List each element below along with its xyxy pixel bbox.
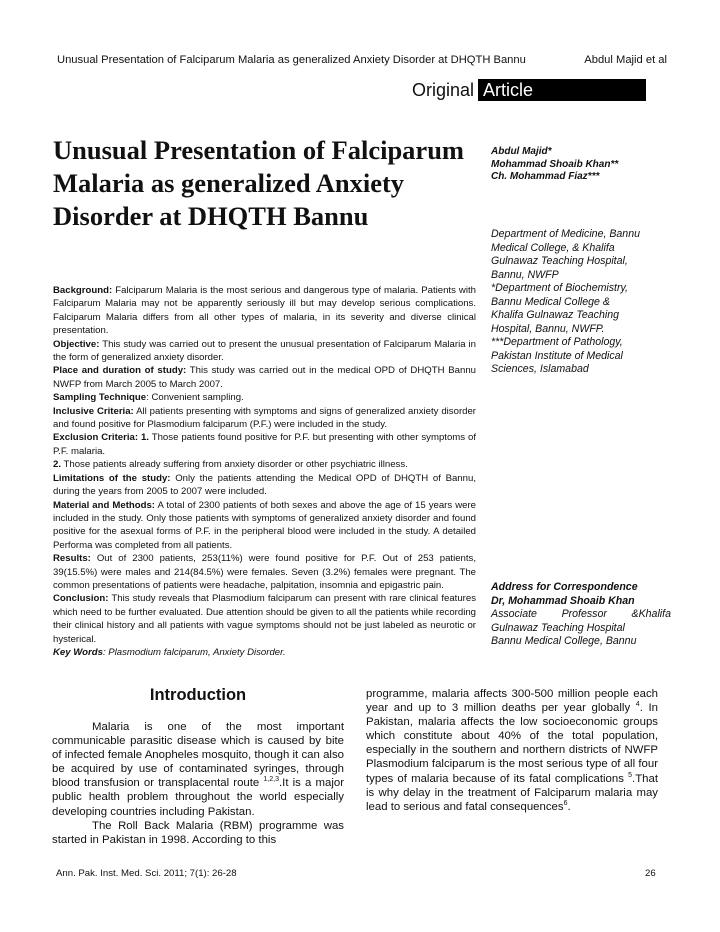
abstract-conclusion [53, 592, 476, 646]
article-title: Unusual Presentation of Falciparum Malaria as generalized Anxiety Disorder at DHQTH Bannu [53, 135, 465, 231]
conclusion-text: This study reveals that Plasmodium falciparum can present with rare clinical features which need to be further evaluated. Due attention should be given to all the patients while recording their clinical history and all patients with vague symptoms should not be just labeled as neurotic or hysterical. [53, 593, 476, 645]
correspondence-heading: Address for Correspondence [491, 581, 638, 593]
affiliation-line: Bannu Medical College & [491, 295, 610, 308]
abstract-exclusion [53, 431, 476, 458]
correspondence-address-first-line [491, 608, 671, 622]
methods-text: A total of 2300 patients of both sexes and above the age of 15 years were included in the study. Only those patients with symptoms of generalized anxiety disorder and found positive for the asexual forms of P.F. in the peripheral blood were included in the study. A detailed Performa was completed from all patients. [53, 499, 476, 551]
place-label: Place and duration of study: [53, 365, 187, 377]
address-word: Associate [491, 608, 537, 620]
affiliation-line: ***Department of Pathology, [491, 336, 623, 348]
limitations-text: Only the patients attending the Medical OPD of DHQTH of Bannu, during the years from 2005 to 2007 were included. [53, 472, 476, 498]
abstract-objective [53, 338, 476, 365]
exclusion2-label: 2. [53, 459, 62, 471]
citation-superscript: 5 [628, 771, 633, 779]
citation-superscript: 6 [563, 799, 568, 807]
conclusion-label: Conclusion: [53, 593, 109, 605]
intro-p3-text-mid: . In Pakistan, malaria affects the low socioeconomic groups which constitute about 40% of the total population, especially in the southern and northern districts of NWFP Plasmodium falciparum is the most serious type of all four types of malaria because of its fatal complications [366, 702, 658, 785]
exclusion-text: Those patients found positive for P.F. but presenting with other symptoms of P.F. malaria. [53, 432, 477, 457]
affiliation-line: Gulnawaz Teaching Hospital, [491, 255, 628, 267]
abstract-sampling [53, 391, 476, 404]
author-list [491, 146, 671, 184]
affiliation-line: Khalifa Gulnawaz Teaching [491, 309, 619, 321]
correspondence [491, 581, 671, 649]
affiliation-line: Department of Medicine, Bannu [491, 228, 640, 240]
methods-label: Material and Methods: [53, 499, 155, 511]
abstract-results [53, 552, 476, 592]
intro-p3-text-end: . [567, 800, 571, 813]
affiliation-line: Medical College, & Khalifa [491, 241, 615, 254]
running-head-title: Unusual Presentation of Falciparum Malaria as generalized Anxiety Disorder at DHQTH Bannu [57, 54, 526, 66]
author-name: Ch. Mohammad Fiaz*** [491, 171, 600, 182]
abstract [53, 284, 476, 659]
intro-paragraph-1 [52, 720, 344, 819]
place-text: This study was carried out in the medical OPD of DHQTH Bannu NWFP from March 2005 to March 2007. [53, 365, 476, 390]
page-number: 26 [645, 868, 656, 879]
inclusion-text: All patients presenting with symptoms and signs of generalized anxiety disorder and found positive for Plasmodium falciparum (P.F.) were included in the study. [53, 405, 476, 431]
intro-p3-text: programme, malaria affects 300-500 million people each year and up to 3 million deaths per year globally [366, 688, 658, 715]
affiliation-line: Sciences, Islamabad [491, 363, 589, 375]
article-type-word1: Original [412, 79, 475, 100]
affiliation-line: Bannu, NWFP [491, 268, 559, 281]
correspondence-address-line: Bannu Medical College, Bannu [491, 635, 637, 647]
article-type-box: Article [478, 79, 646, 101]
keywords-text: : Plasmodium falciparum, Anxiety Disorder. [102, 646, 286, 658]
abstract-place [53, 364, 476, 391]
abstract-background [53, 284, 476, 338]
correspondence-address-line: Gulnawaz Teaching Hospital [491, 621, 625, 634]
abstract-exclusion-2 [53, 458, 476, 471]
intro-paragraph-2: The Roll Back Malaria (RBM) programme was started in Pakistan in 1998. According to this [52, 819, 344, 846]
author-name: Abdul Majid* [491, 146, 552, 157]
correspondence-name: Dr, Mohammad Shoaib Khan [491, 594, 635, 607]
abstract-limitations [53, 472, 476, 499]
affiliation-line: Pakistan Institute of Medical [491, 349, 623, 362]
sampling-text: : Convenient sampling. [146, 392, 244, 404]
background-label: Background: [53, 285, 113, 296]
abstract-methods [53, 499, 476, 553]
objective-text: This study was carried out to present the unusual presentation of Falciparum Malaria in the form of generalized anxiety disorder. [53, 338, 477, 364]
intro-p3-text-late: .That is why delay in the treatment of Falciparum malaria may lead to serious and fatal consequences [366, 772, 658, 813]
exclusion2-text: Those patients already suffering from anxiety disorder or other psychiatric illness. [63, 459, 408, 471]
intro-p1-text-end: .It is a major public health problem throughout the world especially developing countries including Pakistan. [52, 777, 344, 818]
inclusion-label: Inclusive Criteria: [53, 405, 134, 417]
objective-label: Objective: [53, 338, 100, 350]
body-column-right [366, 687, 658, 814]
author-name: Mohammad Shoaib Khan** [491, 158, 619, 170]
abstract-keywords [53, 646, 476, 659]
intro-paragraph-3 [366, 687, 658, 814]
body-column-left [52, 720, 344, 847]
footer-citation: Ann. Pak. Inst. Med. Sci. 2011; 7(1): 26-28 [56, 868, 237, 879]
exclusion-label: Exclusion Criteria: 1. [53, 432, 149, 444]
results-text: Out of 2300 patients, 253(11%) were found positive for P.F. Out of 253 patients, 39(15.5%) were males and 214(84.5%) were females. Seven (3.2%) females were pregnant. The common presentations of patients were headache, palpitation, insomnia and epigastric pain. [53, 553, 476, 591]
article-type [412, 79, 646, 101]
introduction-heading: Introduction [149, 686, 247, 704]
keywords-label: Key Words [53, 646, 103, 658]
affiliation-line: *Department of Biochemistry, [491, 282, 628, 294]
citation-superscript: 1,2,3 [263, 776, 279, 784]
limitations-label: Limitations of the study: [53, 472, 171, 484]
citation-superscript: 4 [635, 701, 640, 709]
running-head-authors: Abdul Majid et al [584, 54, 667, 66]
results-label: Results: [53, 553, 91, 565]
affiliation-line: Hospital, Bannu, NWFP. [491, 322, 605, 335]
sampling-label: Sampling Technique [53, 392, 147, 404]
background-text: Falciparum Malaria is the most serious and dangerous type of malaria. Patients with Falciparum Malaria may not be apparently seriously ill but may develop serious complications. Falciparum Malaria differs from all other types of malaria, in its severity and diverse clinical presentation. [53, 285, 476, 337]
abstract-inclusion [53, 405, 476, 432]
address-word: Professor [561, 608, 607, 620]
address-word: &Khalifa [631, 608, 671, 620]
running-head [57, 54, 667, 66]
intro-p1-text: Malaria is one of the most important communicable parasitic disease which is caused by bite of infected female Anopheles mosquito, though it can also be acquired by use of contaminated syringes, through blood transfusion or transplacental route [52, 721, 344, 790]
affiliations [491, 228, 671, 377]
